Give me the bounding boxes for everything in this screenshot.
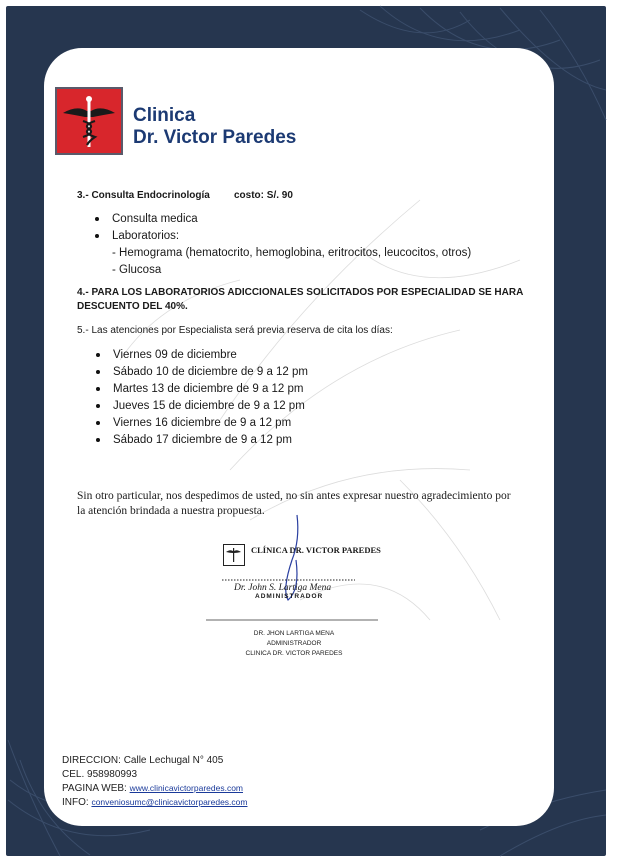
address-value: Calle Lechugal N° 405 <box>123 755 224 766</box>
address-label: DIRECCION: <box>62 755 121 766</box>
signature-role: ADMINISTRADOR <box>266 640 322 647</box>
section4-line2: DESCUENTO DEL 40%. <box>77 301 188 312</box>
day-item: Viernes 09 de diciembre <box>113 349 237 361</box>
clinic-name <box>133 105 296 149</box>
section3-bullet-2: Laboratorios: <box>112 230 180 242</box>
footer-phone: CEL. 958980993 <box>62 769 138 780</box>
section3-cost: costo: S/. 90 <box>234 190 293 201</box>
section4-line1: 4.- PARA LOS LABORATORIOS ADICCIONALES SOLICITADOS POR ESPECIALIDAD SE HARA <box>77 287 524 298</box>
email-link[interactable]: conveniosumc@clinicavictorparedes.com <box>91 797 248 807</box>
web-label: PAGINA WEB: <box>62 783 127 794</box>
section3-subitem-1: - Hemograma (hematocrito, hemoglobina, eritrocitos, leucocitos, otros) <box>112 247 472 259</box>
clinic-name-line2: Dr. Victor Paredes <box>133 127 297 148</box>
footer-web <box>62 782 243 795</box>
website-link[interactable]: www.clinicavictorparedes.com <box>129 783 243 793</box>
email-label: INFO: <box>62 797 89 808</box>
day-item: Viernes 16 diciembre de 9 a 12 pm <box>113 417 292 429</box>
signature-org: CLINICA DR. VICTOR PAREDES <box>245 650 343 657</box>
stamp-person-name: Dr. John S. Lartiga Mena <box>234 583 332 593</box>
day-item: Martes 13 de diciembre de 9 a 12 pm <box>113 383 304 395</box>
stamp-caduceus-icon <box>223 544 245 566</box>
day-item: Sábado 10 de diciembre de 9 a 12 pm <box>113 366 308 378</box>
signature-name: DR. JHON LARTIGA MENA <box>253 630 335 637</box>
day-item: Jueves 15 de diciembre de 9 a 12 pm <box>113 400 305 412</box>
caduceus-icon <box>57 89 121 153</box>
closing-line2: la atención brindada a nuestra propuesta. <box>77 505 265 517</box>
clinic-logo <box>55 87 123 155</box>
day-item: Sábado 17 diciembre de 9 a 12 pm <box>113 434 293 446</box>
section3-bullet-1: Consulta medica <box>112 213 198 225</box>
stamp-clinic-name: CLÍNICA DR. VICTOR PAREDES <box>251 545 381 555</box>
footer-email <box>62 796 247 809</box>
footer-address <box>62 754 223 767</box>
section3-subitem-2: - Glucosa <box>112 264 162 276</box>
section3-heading: 3.- Consulta Endocrinología <box>77 190 210 201</box>
closing-line1: Sin otro particular, nos despedimos de usted, no sin antes expresar nuestro agradecimiento por <box>77 490 511 502</box>
clinic-name-line1: Clinica <box>133 105 196 126</box>
stamp-role: ADMINISTRADOR <box>255 593 324 600</box>
section5-intro: 5.- Las atenciones por Especialista será previa reserva de cita los días: <box>77 325 393 336</box>
